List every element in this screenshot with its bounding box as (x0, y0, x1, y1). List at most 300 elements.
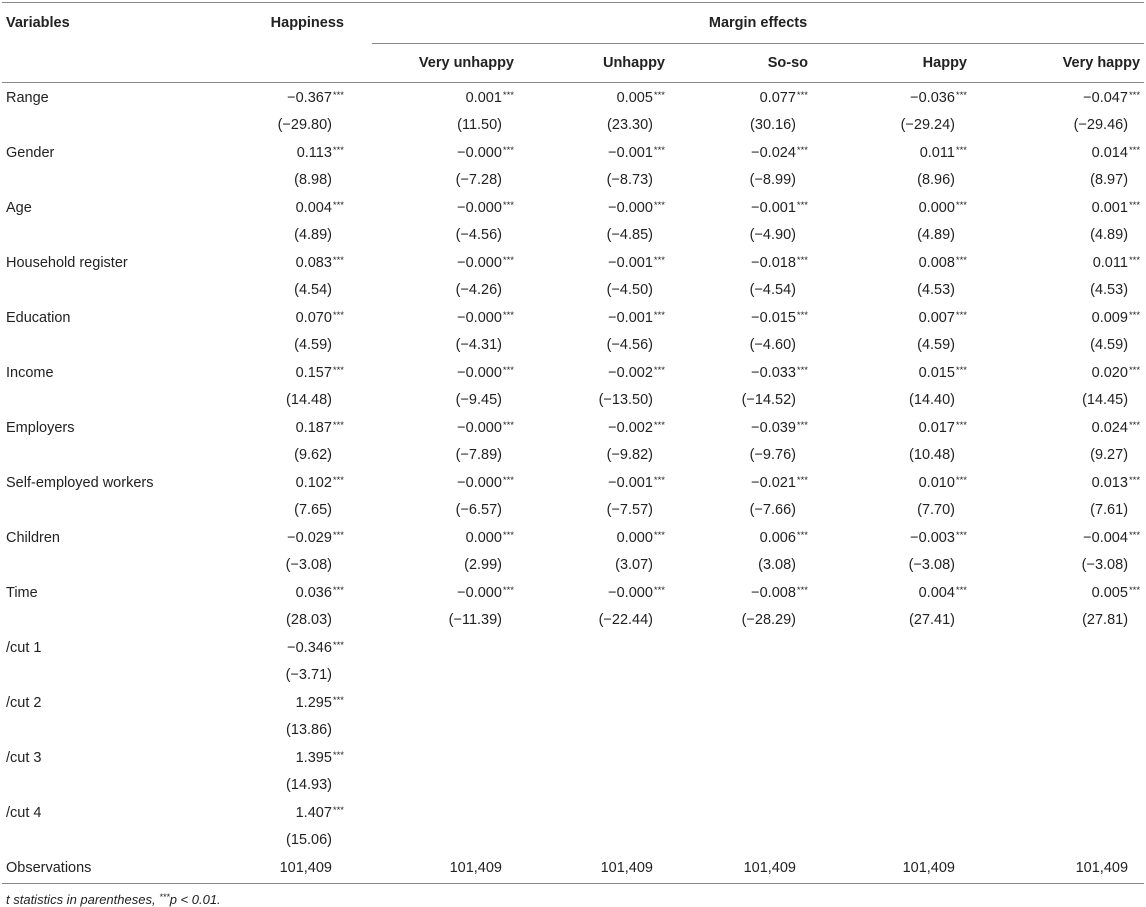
t-statistic (677, 662, 832, 689)
coef-cell (987, 358, 1144, 387)
blank-cell (2, 442, 227, 469)
coef-value: 0.036 (295, 585, 332, 602)
coef-value: −0.001 (608, 310, 653, 327)
significance-stars: *** (332, 530, 344, 542)
coef-cell (372, 83, 522, 112)
significance-stars: *** (502, 585, 514, 597)
coef-value: −0.015 (751, 310, 796, 327)
significance-stars: *** (1128, 365, 1141, 377)
significance-stars: *** (1128, 310, 1141, 322)
coef-value: 0.004 (295, 200, 332, 217)
coef-value: 0.000 (616, 530, 653, 547)
coef-value: 0.020 (1091, 365, 1128, 382)
t-statistic: (4.54) (294, 281, 332, 298)
t-statistic: (−9.82) (606, 446, 653, 463)
t-statistic: (−29.80) (277, 116, 332, 133)
t-statistic: (−4.31) (455, 336, 502, 353)
coef-value: −0.000 (457, 365, 502, 382)
table-row-tstat (2, 222, 1144, 249)
coef-value: −0.346 (287, 640, 332, 657)
t-statistic: (−3.08) (285, 556, 332, 573)
blank-cell (2, 552, 227, 579)
table-row-coef (2, 633, 1144, 662)
t-statistic: (−14.52) (741, 391, 796, 408)
coef-cell (832, 578, 987, 607)
t-statistic: (−3.71) (285, 666, 332, 683)
t-statistic: (30.16) (750, 116, 796, 133)
blank-cell (2, 717, 227, 744)
t-statistic: (−7.66) (749, 501, 796, 518)
blank-cell (2, 112, 227, 139)
variable-name: Employers (6, 420, 75, 437)
blank-cell (2, 387, 227, 414)
coef-cell (522, 523, 677, 552)
coef-cell (372, 523, 522, 552)
table-row-coef (2, 688, 1144, 717)
coef-cell (372, 743, 522, 772)
significance-stars: *** (502, 365, 514, 377)
coef-value: 0.008 (918, 255, 955, 272)
table-row-observations (2, 853, 1144, 884)
t-statistic: (−4.60) (749, 336, 796, 353)
coef-cell (522, 193, 677, 222)
t-statistic: (8.98) (294, 171, 332, 188)
t-statistic: (2.99) (464, 556, 502, 573)
significance-stars: *** (796, 200, 808, 212)
coef-value: −0.024 (751, 145, 796, 162)
observations-value: 101,409 (522, 853, 677, 884)
coef-cell (372, 688, 522, 717)
header-very-unhappy: Very unhappy (418, 55, 514, 71)
coef-value: 0.013 (1091, 475, 1128, 492)
coef-value: −0.001 (608, 255, 653, 272)
coef-cell (832, 633, 987, 662)
coef-cell (832, 358, 987, 387)
coef-cell (677, 798, 832, 827)
t-statistic: (−6.57) (455, 501, 502, 518)
coef-cell (677, 578, 832, 607)
footnote-text-1: t statistics in parentheses, (6, 892, 160, 907)
table-row-coef (2, 743, 1144, 772)
header-so-so: So-so (767, 55, 808, 71)
coef-cell (227, 413, 372, 442)
coef-cell (677, 413, 832, 442)
coef-cell (522, 688, 677, 717)
coef-value: −0.000 (457, 310, 502, 327)
coef-value: 1.295 (295, 695, 332, 712)
significance-stars: *** (955, 475, 967, 487)
t-statistic: (14.40) (909, 391, 955, 408)
coef-value: 1.395 (295, 750, 332, 767)
coef-value: 0.070 (295, 310, 332, 327)
table-row-tstat (2, 662, 1144, 689)
coef-value: −0.002 (608, 365, 653, 382)
coef-value: 0.009 (1091, 310, 1128, 327)
significance-stars: *** (502, 145, 514, 157)
significance-stars: *** (502, 530, 514, 542)
coef-cell (522, 358, 677, 387)
header-unhappy: Unhappy (602, 55, 665, 71)
t-statistic (522, 772, 677, 799)
coef-cell (372, 468, 522, 497)
significance-stars: *** (502, 475, 514, 487)
coef-cell (677, 138, 832, 167)
variable-name: Gender (6, 145, 55, 162)
coef-cell (522, 743, 677, 772)
t-statistic: (7.65) (294, 501, 332, 518)
coef-value: 0.000 (465, 530, 502, 547)
coef-value: −0.021 (751, 475, 796, 492)
significance-stars: *** (653, 90, 665, 102)
coef-cell (987, 138, 1144, 167)
t-statistic (832, 717, 987, 744)
table-row-coef (2, 798, 1144, 827)
table-row-tstat (2, 332, 1144, 359)
t-statistic: (−4.90) (749, 226, 796, 243)
variable-name: Household register (6, 255, 128, 272)
blank-cell (2, 222, 227, 249)
coef-value: 0.001 (465, 90, 502, 107)
coef-cell (227, 138, 372, 167)
coef-value: −0.018 (751, 255, 796, 272)
coef-cell (832, 468, 987, 497)
t-statistic: (4.89) (294, 226, 332, 243)
coef-value: −0.000 (457, 475, 502, 492)
t-statistic: (−4.50) (606, 281, 653, 298)
t-statistic: (14.93) (286, 776, 332, 793)
coef-value: 0.006 (759, 530, 796, 547)
coef-value: 0.077 (759, 90, 796, 107)
header-margin-effects: Margin effects (372, 3, 1144, 44)
t-statistic: (3.08) (758, 556, 796, 573)
blank-cell (2, 607, 227, 634)
t-statistic (987, 772, 1144, 799)
t-statistic: (4.59) (294, 336, 332, 353)
coef-value: 1.407 (295, 805, 332, 822)
significance-stars: *** (332, 805, 344, 817)
coef-value: 0.007 (918, 310, 955, 327)
variable-name: Income (6, 365, 54, 382)
significance-stars: *** (796, 310, 808, 322)
blank-cell (2, 167, 227, 194)
t-statistic (987, 662, 1144, 689)
significance-stars: *** (332, 640, 344, 652)
coef-value: −0.029 (287, 530, 332, 547)
significance-stars: *** (653, 310, 665, 322)
significance-stars: *** (955, 145, 967, 157)
variable-name: Education (6, 310, 71, 327)
significance-stars: *** (332, 750, 344, 762)
regression-table (2, 2, 1144, 884)
table-row-coef (2, 578, 1144, 607)
table-row-tstat (2, 827, 1144, 854)
footnote-stars: *** (159, 892, 170, 902)
coef-cell (677, 633, 832, 662)
t-statistic: (−4.56) (455, 226, 502, 243)
variable-name: /cut 3 (6, 750, 42, 767)
table-row-coef (2, 83, 1144, 112)
significance-stars: *** (502, 420, 514, 432)
table-row-coef (2, 523, 1144, 552)
t-statistic: (4.53) (917, 281, 955, 298)
coef-cell (987, 303, 1144, 332)
coef-cell (677, 193, 832, 222)
significance-stars: *** (796, 420, 808, 432)
significance-stars: *** (955, 530, 967, 542)
coef-cell (372, 358, 522, 387)
coef-cell (522, 633, 677, 662)
table-row-tstat (2, 607, 1144, 634)
t-statistic: (10.48) (909, 446, 955, 463)
t-statistic: (4.59) (1090, 336, 1129, 353)
significance-stars: *** (796, 475, 808, 487)
t-statistic: (15.06) (286, 831, 332, 848)
coef-cell (522, 303, 677, 332)
coef-value: 0.011 (1092, 255, 1128, 272)
coef-cell (522, 798, 677, 827)
coef-value: 0.011 (919, 145, 955, 162)
t-statistic (372, 772, 522, 799)
coef-value: −0.000 (457, 420, 502, 437)
coef-cell (227, 633, 372, 662)
coef-cell (832, 688, 987, 717)
blank-cell (2, 277, 227, 304)
significance-stars: *** (653, 255, 665, 267)
blank-cell (2, 332, 227, 359)
coef-value: 0.010 (918, 475, 955, 492)
coef-value: −0.000 (608, 585, 653, 602)
t-statistic: (9.27) (1090, 446, 1129, 463)
table-row-coef (2, 303, 1144, 332)
coef-cell (372, 193, 522, 222)
coef-cell (677, 468, 832, 497)
coef-cell (372, 138, 522, 167)
significance-stars: *** (1128, 475, 1141, 487)
coef-value: −0.047 (1083, 90, 1128, 107)
coef-cell (987, 248, 1144, 277)
coef-cell (227, 798, 372, 827)
coef-cell (832, 798, 987, 827)
coef-value: 0.024 (1091, 420, 1128, 437)
coef-cell (522, 578, 677, 607)
significance-stars: *** (955, 255, 967, 267)
coef-cell (987, 633, 1144, 662)
table-row-tstat (2, 442, 1144, 469)
coef-cell (227, 193, 372, 222)
significance-stars: *** (502, 200, 514, 212)
header-happiness: Happiness (270, 15, 344, 31)
coef-cell (227, 358, 372, 387)
coef-cell (832, 743, 987, 772)
significance-stars: *** (653, 530, 665, 542)
coef-value: −0.000 (457, 255, 502, 272)
table-row-tstat (2, 387, 1144, 414)
significance-stars: *** (332, 585, 344, 597)
coef-value: 0.015 (918, 365, 955, 382)
t-statistic: (4.53) (1090, 281, 1129, 298)
coef-cell (522, 83, 677, 112)
coef-value: −0.367 (287, 90, 332, 107)
coef-cell (677, 358, 832, 387)
coef-value: 0.083 (295, 255, 332, 272)
variable-name: /cut 4 (6, 805, 42, 822)
coef-cell (832, 303, 987, 332)
t-statistic: (−3.08) (908, 556, 955, 573)
significance-stars: *** (796, 90, 808, 102)
coef-value: −0.002 (608, 420, 653, 437)
coef-cell (832, 413, 987, 442)
t-statistic: (−7.28) (455, 171, 502, 188)
table-row-tstat (2, 717, 1144, 744)
coef-cell (832, 138, 987, 167)
t-statistic: (−29.24) (900, 116, 955, 133)
significance-stars: *** (332, 310, 344, 322)
blank-cell (2, 772, 227, 799)
t-statistic (832, 772, 987, 799)
significance-stars: *** (332, 365, 344, 377)
variable-name: Time (6, 585, 38, 602)
t-statistic: (−9.76) (749, 446, 796, 463)
coef-cell (677, 688, 832, 717)
significance-stars: *** (502, 255, 514, 267)
t-statistic: (−4.26) (455, 281, 502, 298)
t-statistic (677, 717, 832, 744)
coef-cell (372, 303, 522, 332)
t-statistic: (7.61) (1090, 501, 1129, 518)
blank-cell (2, 662, 227, 689)
coef-value: −0.004 (1083, 530, 1128, 547)
t-statistic (522, 717, 677, 744)
coef-cell (987, 743, 1144, 772)
coef-cell (677, 248, 832, 277)
significance-stars: *** (955, 310, 967, 322)
table-header (2, 3, 1144, 83)
coef-cell (987, 468, 1144, 497)
t-statistic: (−29.46) (1073, 116, 1129, 133)
coef-cell (987, 798, 1144, 827)
coef-value: 0.014 (1091, 145, 1128, 162)
t-statistic: (−4.56) (606, 336, 653, 353)
significance-stars: *** (502, 310, 514, 322)
coef-cell (227, 578, 372, 607)
table-row-coef (2, 468, 1144, 497)
table-row-coef (2, 358, 1144, 387)
coef-value: 0.000 (918, 200, 955, 217)
coef-cell (227, 688, 372, 717)
significance-stars: *** (653, 145, 665, 157)
coef-value: 0.005 (1091, 585, 1128, 602)
table-row-coef (2, 248, 1144, 277)
significance-stars: *** (1128, 255, 1141, 267)
t-statistic: (9.62) (294, 446, 332, 463)
t-statistic: (−8.73) (606, 171, 653, 188)
coef-cell (227, 83, 372, 112)
significance-stars: *** (955, 90, 967, 102)
coef-cell (832, 193, 987, 222)
significance-stars: *** (796, 530, 808, 542)
blank-cell (2, 827, 227, 854)
significance-stars: *** (332, 475, 344, 487)
coef-value: −0.001 (751, 200, 796, 217)
coef-value: −0.008 (751, 585, 796, 602)
t-statistic: (−7.57) (606, 501, 653, 518)
coef-cell (522, 248, 677, 277)
coef-cell (832, 248, 987, 277)
t-statistic: (4.89) (1090, 226, 1129, 243)
coef-value: 0.004 (918, 585, 955, 602)
significance-stars: *** (955, 365, 967, 377)
table-row-tstat (2, 277, 1144, 304)
significance-stars: *** (332, 420, 344, 432)
blank-cell (2, 497, 227, 524)
coef-value: 0.005 (616, 90, 653, 107)
t-statistic: (27.81) (1082, 611, 1129, 628)
header-very-happy: Very happy (1062, 55, 1141, 71)
coef-value: −0.003 (910, 530, 955, 547)
coef-value: −0.001 (608, 475, 653, 492)
t-statistic: (14.48) (286, 391, 332, 408)
t-statistic: (−13.50) (598, 391, 653, 408)
coef-cell (372, 798, 522, 827)
table-row-tstat (2, 552, 1144, 579)
observations-value: 101,409 (832, 853, 987, 884)
significance-stars: *** (1128, 420, 1141, 432)
coef-value: 0.017 (918, 420, 955, 437)
observations-value: 101,409 (677, 853, 832, 884)
significance-stars: *** (332, 255, 344, 267)
t-statistic: (27.41) (909, 611, 955, 628)
table-row-tstat (2, 497, 1144, 524)
significance-stars: *** (332, 145, 344, 157)
t-statistic: (4.89) (917, 226, 955, 243)
significance-stars: *** (1128, 530, 1141, 542)
significance-stars: *** (653, 365, 665, 377)
significance-stars: *** (1128, 90, 1141, 102)
variable-name: Age (6, 200, 32, 217)
t-statistic: (14.45) (1082, 391, 1129, 408)
coef-value: −0.039 (751, 420, 796, 437)
significance-stars: *** (653, 475, 665, 487)
observations-value: 101,409 (372, 853, 522, 884)
observations-value: 101,409 (227, 853, 372, 884)
variable-name: Self-employed workers (6, 475, 154, 492)
coef-cell (372, 413, 522, 442)
significance-stars: *** (1128, 145, 1141, 157)
t-statistic (522, 662, 677, 689)
significance-stars: *** (653, 420, 665, 432)
t-statistic: (−4.54) (749, 281, 796, 298)
coef-cell (987, 523, 1144, 552)
significance-stars: *** (1128, 585, 1141, 597)
coef-value: −0.000 (608, 200, 653, 217)
coef-cell (987, 83, 1144, 112)
observations-value: 101,409 (987, 853, 1144, 884)
significance-stars: *** (332, 200, 344, 212)
significance-stars: *** (653, 585, 665, 597)
coef-cell (987, 193, 1144, 222)
variable-name: /cut 1 (6, 640, 42, 657)
t-statistic: (7.70) (917, 501, 955, 518)
coef-value: 0.187 (295, 420, 332, 437)
t-statistic: (−28.29) (741, 611, 796, 628)
t-statistic: (−22.44) (598, 611, 653, 628)
coef-cell (987, 688, 1144, 717)
coef-value: −0.000 (457, 200, 502, 217)
t-statistic: (11.50) (457, 116, 502, 133)
t-statistic: (23.30) (607, 116, 653, 133)
coef-cell (227, 248, 372, 277)
significance-stars: *** (796, 145, 808, 157)
